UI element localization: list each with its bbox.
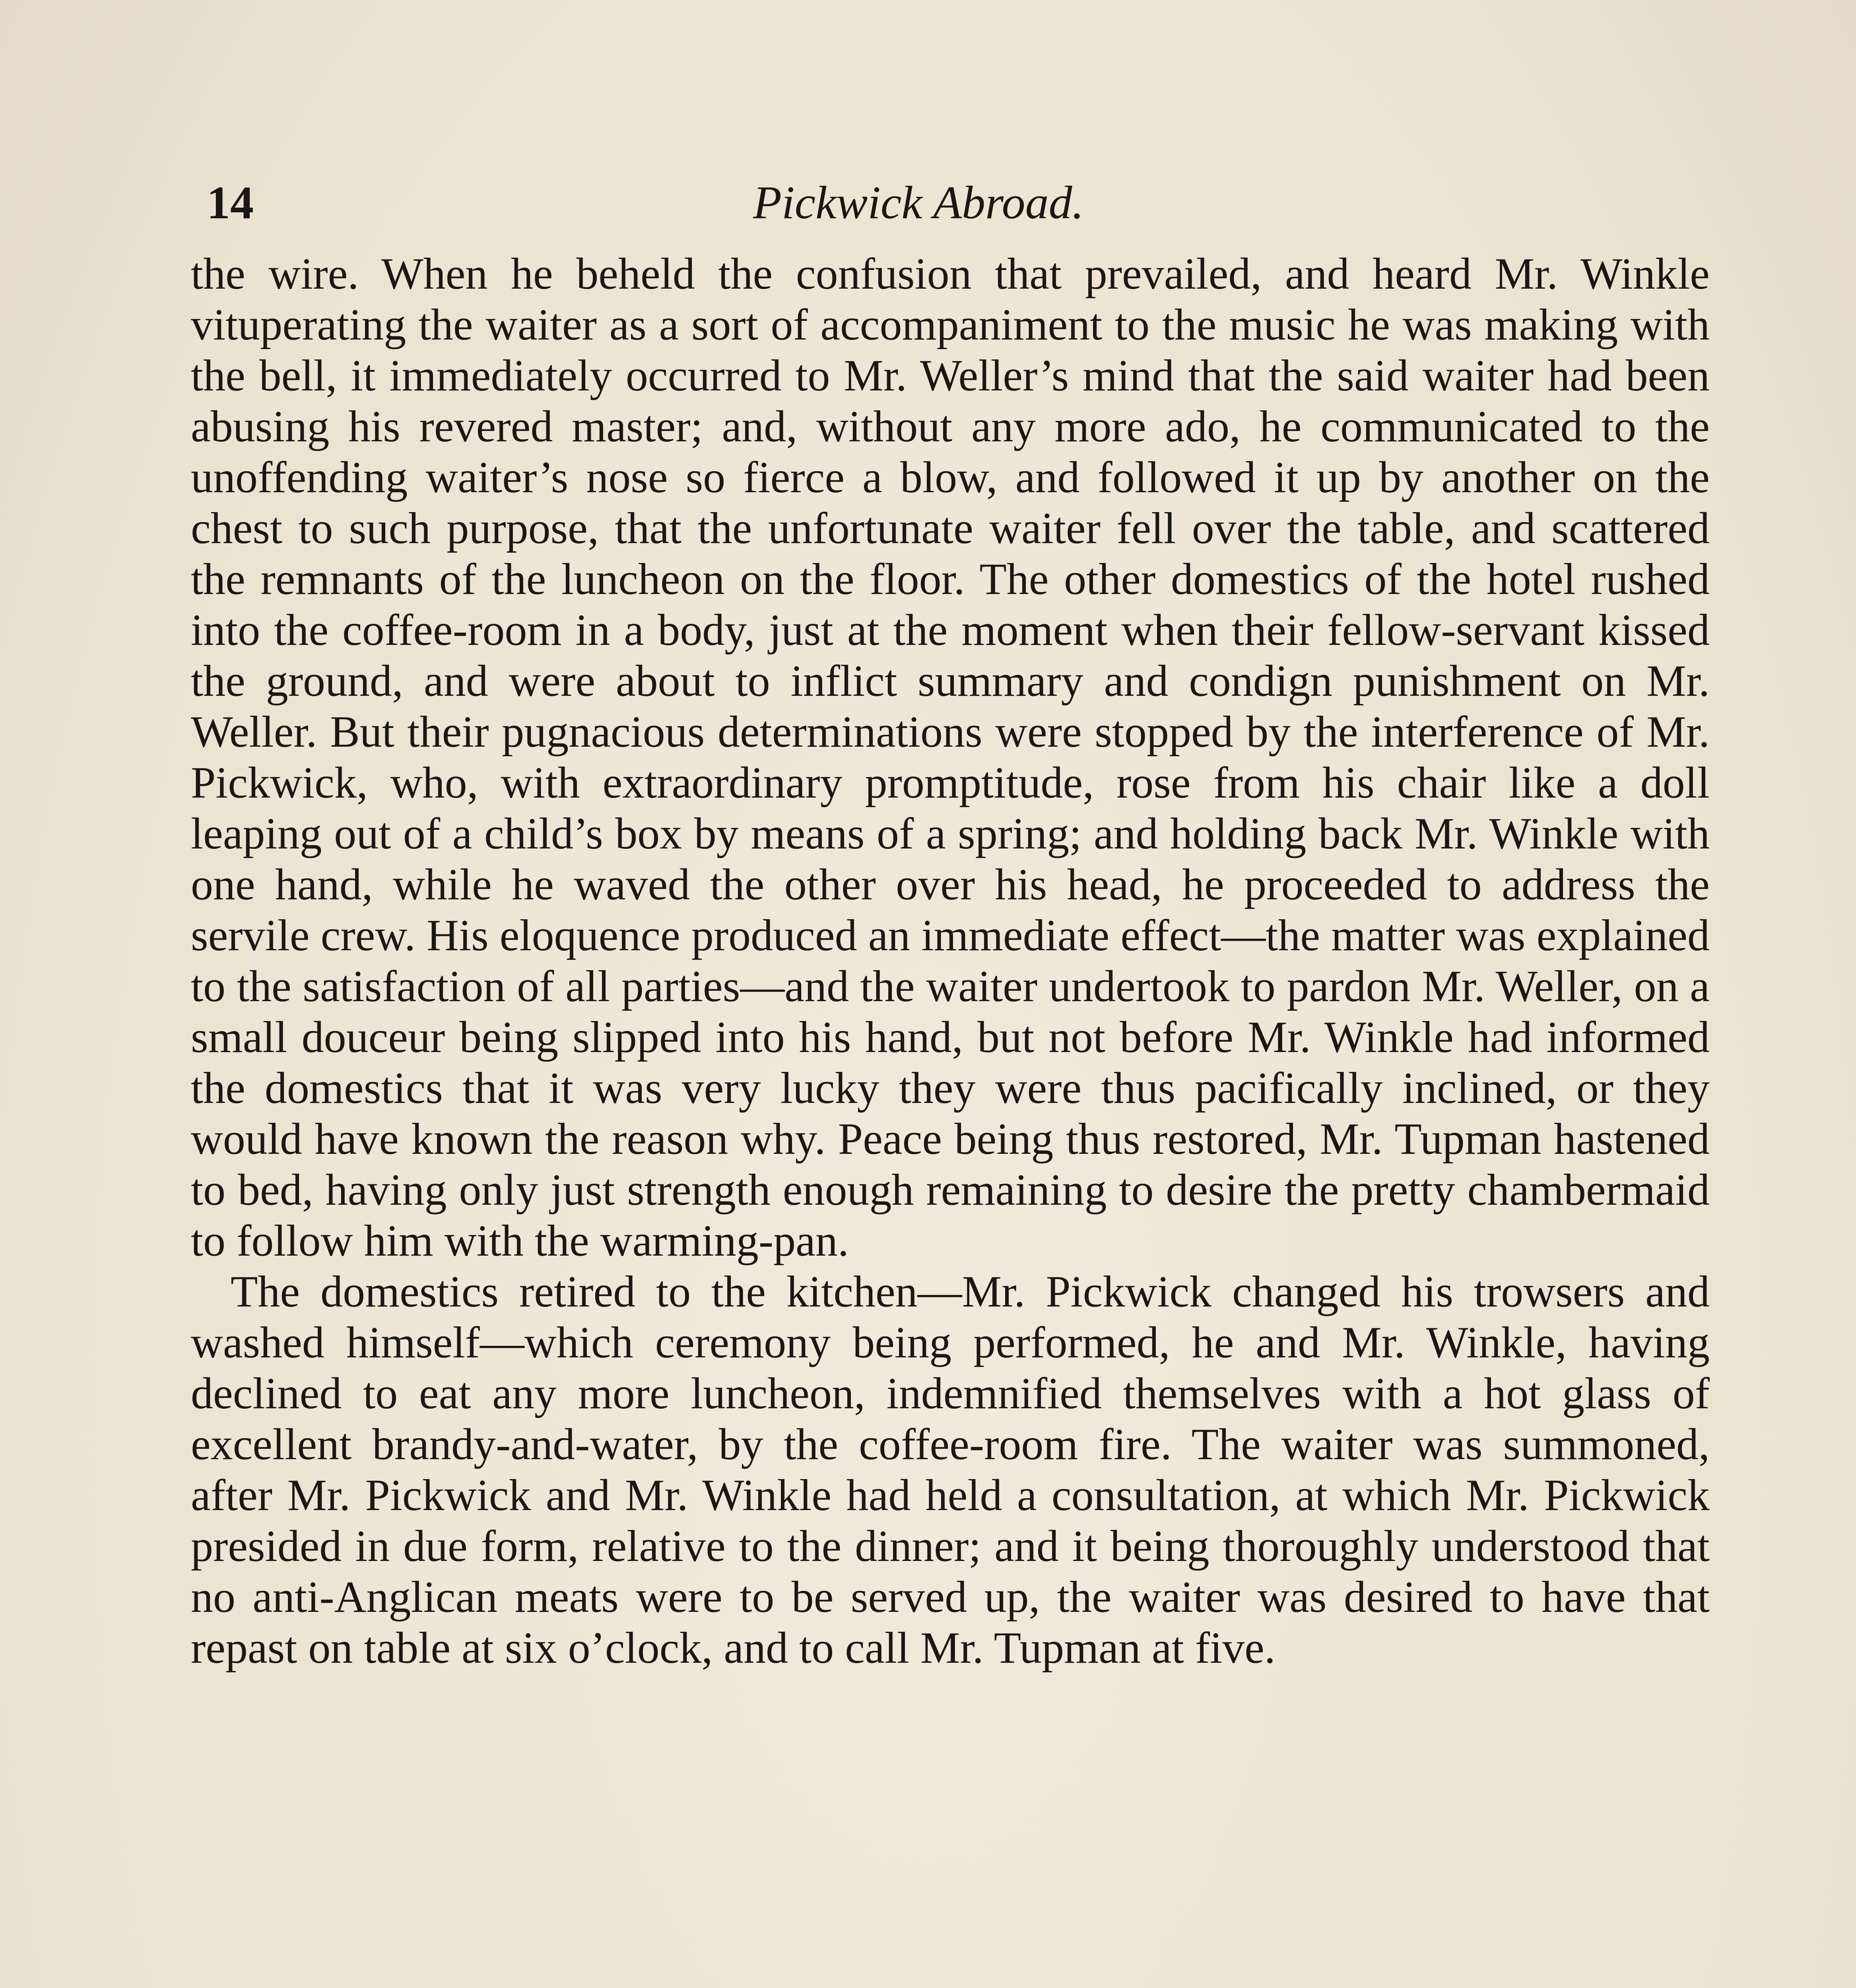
page-number: 14 (207, 177, 254, 229)
running-head (207, 171, 1630, 235)
body-paragraph-2: The domestics retired to the kitchen—Mr. Pickwick changed his trowsers and washed himself—which ceremony being performed, he and Mr. Winkle, having declined to eat any more luncheon, indemnified themselves with a hot glass of excellent brandy-and-water, by the coffee-room fire. The waiter was summoned, after Mr. Pickwick and Mr. Winkle had held a consultation, at which Mr. Pickwick presided in due form, relative to the dinner; and it being thoroughly understood that no anti-Anglican meats were to be served up, the waiter was desired to have that repast on table at six o’clock, and to call Mr. Tupman at five. (191, 1267, 1710, 1673)
running-title: Pickwick Abroad. (753, 177, 1084, 229)
chapter-ii-conclusion (191, 248, 1710, 1673)
body-paragraph-1: the wire. When he beheld the confusion that prevailed, and heard Mr. Winkle vituperating the waiter as a sort of accompaniment to the music he was making with the bell, it immediately occurred to Mr. Weller’s mind that the said waiter had been abusing his revered master; and, without any more ado, he communicated to the unoffending waiter’s nose so fierce a blow, and followed it up by another on the chest to such purpose, that the unfortunate waiter fell over the table, and scattered the remnants of the luncheon on the floor. The other domestics of the hotel rushed into the coffee-room in a body, just at the moment when their fellow-servant kissed the ground, and were about to inflict summary and condign punishment on Mr. Weller. But their pugnacious determinations were stopped by the interference of Mr. Pickwick, who, with extraordinary promptitude, rose from his chair like a doll leaping out of a child’s box by means of a spring; and holding back Mr. Winkle with one hand, while he waved the other over his head, he proceeded to address the servile crew. His eloquence produced an immediate effect—the matter was explained to the satisfaction of all parties—and the waiter undertook to pardon Mr. Weller, on a small douceur being slipped into his hand, but not before Mr. Winkle had informed the domestics that it was very lucky they were thus pacifically inclined, or they would have known the reason why. Peace being thus restored, Mr. Tupman hastened to bed, having only just strength enough remaining to desire the pretty chambermaid to follow him with the warming-pan. (191, 249, 1710, 1266)
